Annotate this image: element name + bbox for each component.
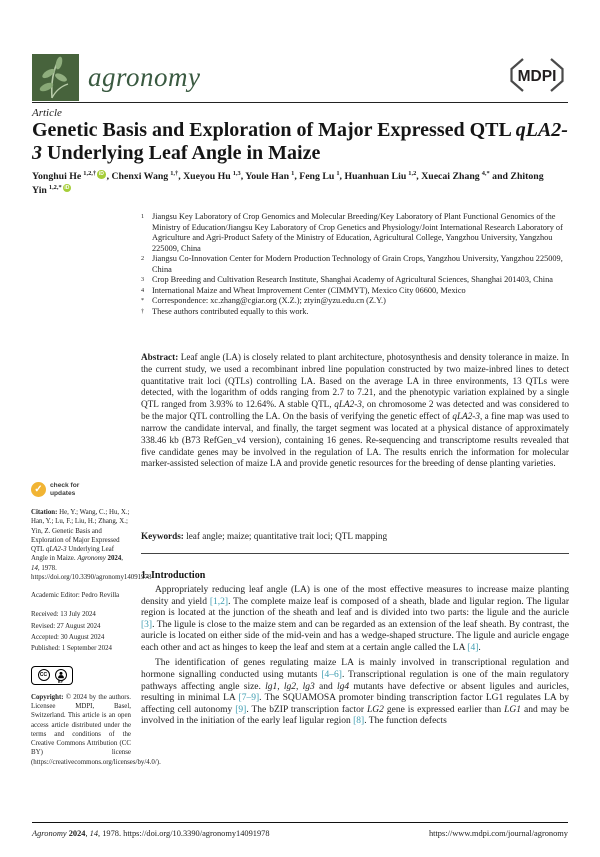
text-segment: . The SQUAMOSA promoter binding transcription factor LG1 regulates LA by affecting cell autonomy (141, 693, 569, 715)
citation-ref[interactable]: [7–9] (238, 693, 260, 704)
author: Yonghui He $^{1,2,\dagger}$ iD , (32, 170, 112, 183)
check-icon: ✓ (31, 482, 46, 497)
affiliation-text: Jiangsu Key Laboratory of Crop Genomics and Molecular Breeding/Key Laboratory of Plant Functional Genomics of the Ministry of Education/Jiangsu Key Laboratory of Crop Genetics and Physiology/Joint International Research Laboratory of Agriculture and Agri-Product Safety of the Ministry of Education, Agricultural College, Yangzhou University, Yangzhou 225009, China (152, 212, 563, 253)
text-segment: Underlying Leaf Angle in Maize. (31, 546, 115, 563)
text-segment: , a fine map was used to narrow the candidate interval, and finally, the target segment was located at a physical distance of approximately 338.46 kb (B73 RefGen_v4 version), containing 16 genes. Re-sequencing and transcriptome results revealed that five candidate genes may be involved in the regulation of LA. The results enrich the information for molecular marker-assisted selection of maize LA and provide genetic resources for the breeding of dense planting varieties. (141, 411, 569, 469)
check-for-updates-button[interactable] (31, 482, 131, 497)
text-segment: © 2024 by the authors. Licensee MDPI, Basel, Switzerland. This article is an open access article distributed under the terms and conditions of the Creative Commons Attribution (CC BY) license (https://creativecommons.org/licenses/by/4.0/). (31, 693, 161, 766)
author: Xuecai Zhang $^{4,*}$ and (421, 170, 511, 183)
text-segment: Copyright: (31, 693, 66, 701)
citation-ref[interactable]: [4] (467, 642, 479, 653)
text-segment: , 1978. https://doi.org/10.3390/agronomy14091978 (98, 829, 270, 838)
text-segment: Abstract: (141, 352, 181, 362)
text-segment: qLA2-3 (334, 399, 362, 410)
keywords (141, 531, 569, 543)
text-segment: lg3 (302, 681, 315, 692)
text-segment: and (314, 681, 338, 692)
citation-block[interactable] (31, 508, 152, 582)
text-segment: He, Y.; Wang, C.; Hu, X.; Han, Y.; Lu, F.; Liu, H.; Zhang, X.; Yin, Z. Genetic Basis and Exploration of Major Expressed QTL (31, 509, 130, 553)
affiliation-item (141, 286, 569, 297)
citation-ref[interactable]: [9] (235, 704, 247, 715)
text-segment: 2024 (107, 555, 122, 563)
header-divider (32, 102, 568, 103)
published-date: Published: 1 September 2024 (31, 645, 112, 653)
journal-logo-plant-icon (32, 54, 79, 101)
revised-date: Revised: 27 August 2024 (31, 622, 101, 630)
text-segment: , on chromosome 2 was detected and was considered to be the major QTL controlling the LA. On the basis of verifying the genetic effect of (141, 399, 569, 422)
orcid-icon[interactable]: iD (64, 184, 70, 191)
text-segment: Appropriately reducing leaf angle (LA) is one of the most effective measures to increase maize planting density and yield (141, 584, 569, 607)
text-segment: , (296, 681, 303, 692)
text-segment: qLA2-3 (32, 119, 568, 165)
text-segment: . The ligule is close to the maize stem and can be regarded as an extension of the leaf sheath. By contrast, the auricle is located on either side of the mid-vein and has a wedge-shaped structure. The ligule and auricle engage each other and act as hinges to keep the leaf and stem at a certain angle called the LA (141, 619, 569, 653)
text-segment: , (121, 555, 124, 563)
text-segment: 14 (31, 564, 38, 572)
citation-ref[interactable]: [4–6] (321, 670, 342, 680)
article-type-label: Article (32, 107, 62, 119)
academic-editor: Academic Editor: Pedro Revilla (31, 592, 120, 599)
text-segment: qLA2-3 (45, 546, 67, 553)
text-segment: Genetic Basis and Exploration of Major Expressed QTL (32, 119, 516, 141)
text-segment: , (277, 681, 284, 692)
affiliation-item (141, 296, 569, 307)
text-segment: 14 (89, 829, 98, 838)
dates-block (31, 609, 131, 655)
cc-by-license-badge[interactable] (31, 666, 73, 685)
text-segment: . (478, 642, 481, 653)
by-label: BY (58, 680, 63, 685)
copyright-notice (31, 693, 161, 767)
author: Chenxi Wang $^{1,\dagger}$, (111, 170, 184, 183)
citation-ref[interactable]: [8] (353, 716, 365, 727)
author: Feng Lu $^1$, (299, 170, 345, 183)
text-segment: lg2 (283, 681, 297, 692)
page-title (32, 119, 568, 165)
text-segment: qLA2-3 (452, 411, 480, 422)
affiliation-marker: 4 (141, 286, 145, 294)
affiliation-text: International Maize and Wheat Improvement Center (CIMMYT), Mexico City 06600, Mexico (152, 285, 466, 295)
text-segment: lg1 (265, 681, 278, 692)
affiliation-item (141, 275, 569, 286)
author: Xueyou Hu $^{1,3}$, (183, 170, 246, 183)
mdpi-logo[interactable] (506, 56, 568, 99)
received-date: Received: 13 July 2024 (31, 611, 96, 619)
journal-header (32, 52, 568, 102)
text-segment: and may be involved in the initiation of the early leaf ligular region (141, 704, 570, 727)
author: Huanhuan Liu $^{1,2}$, (344, 170, 422, 183)
footer-journal-url[interactable]: https://www.mdpi.com/journal/agronomy (428, 829, 568, 838)
affiliation-marker: † (141, 307, 145, 315)
text-segment: . The function defects (364, 716, 447, 727)
author: Youle Han $^1$, (245, 170, 300, 183)
affiliation-marker: 2 (141, 255, 145, 263)
citation-ref[interactable]: [3] (141, 619, 153, 630)
footer-citation[interactable] (32, 829, 270, 838)
author: Zhitong Yin $^{1,2,*}$ iD (32, 171, 544, 197)
affiliation-marker: * (141, 297, 145, 305)
text-segment: Underlying Leaf Angle in Maize (42, 142, 321, 165)
text-segment: . Transcriptional regulation is one of the main regulatory pathways affecting angle size. (141, 670, 570, 692)
journal-name: agronomy (88, 61, 201, 92)
affiliation-text: These authors contributed equally to this work. (152, 306, 309, 316)
section-divider (141, 553, 569, 554)
text-segment: Keywords: (141, 531, 187, 541)
affiliation-text: Crop Breeding and Cultivation Research Institute, Shanghai Academy of Agricultural Sciences, Shanghai 201403, China (152, 275, 553, 285)
affiliation-text: Jiangsu Co-Innovation Center for Modern Production Technology of Grain Crops, Yangzhou University, Yangzhou 225009, China (152, 254, 563, 274)
affiliation-item (141, 254, 569, 275)
text-segment: , 1978. https://doi.org/10.3390/agronomy14091978 (31, 564, 152, 581)
text-segment: LG2 (367, 704, 384, 715)
text-segment: gene is expressed earlier than (383, 704, 505, 715)
text-segment: The identification of genes regulating maize LA is mainly involved in transcriptional regulation and hormone signalling conducted using mutants (141, 658, 569, 680)
orcid-icon[interactable]: iD (98, 171, 104, 177)
affiliation-item (141, 212, 569, 254)
citation-ref[interactable]: [1,2] (209, 596, 229, 607)
text-segment: mutants have defective or absent ligules and auricles, resulting in minimal LA (141, 681, 570, 704)
accepted-date: Accepted: 30 August 2024 (31, 634, 105, 642)
abstract (141, 352, 569, 531)
text-segment: Agronomy (32, 829, 69, 838)
mdpi-logo-text: MDPI (517, 67, 557, 85)
affiliation-list (141, 212, 569, 348)
text-segment: . The complete maize leaf is composed of a sheath, blade and ligular region. The ligular region is located at the junction of the sheath and leaf and is divided into two parts: the ligule and the auricle (141, 596, 570, 619)
cc-icon: CC (38, 669, 50, 681)
text-segment: Leaf angle (LA) is closely related to plant architecture, photosynthesis and density tolerance in maize. In the current study, we used a recombinant inbred line population constructed by two maize-inbred lines to detect quantitative trait loci (QTLs) controlling LA. Based on the average LA in three environments, 13 QTLs were detected, with the logarithm of odds ranging from 2.7 to 7.21, and the phenotypic variation explained by a single QTL ranged from 3.93% to 12.64%. A stable QTL, (141, 352, 569, 410)
correspondence-links[interactable]: Correspondence: xc.zhang@cgiar.org (X.Z.); ztyin@yzu.edu.cn (Z.Y.) (152, 296, 386, 306)
text-segment: 2024 (68, 829, 86, 838)
check-for-updates-label: check for updates (50, 482, 80, 497)
affiliation-item (141, 307, 569, 318)
text-segment: LG1 (504, 704, 522, 715)
affiliation-marker: 3 (141, 276, 145, 284)
main-column (141, 212, 569, 728)
intro-paragraph-2 (141, 658, 569, 727)
text-segment: , (85, 829, 90, 838)
author-list (32, 170, 568, 198)
text-segment: leaf angle; maize; quantitative trait loci; QTL mapping (186, 531, 388, 541)
affiliation-marker: 1 (141, 213, 145, 220)
footer-divider (32, 822, 568, 823)
sidebar (31, 482, 161, 776)
intro-paragraph-1 (141, 585, 569, 654)
text-segment: lg4 (337, 681, 350, 692)
footer (32, 829, 568, 838)
text-segment: . The bZIP transcription factor (246, 704, 367, 715)
text-segment: Agronomy (77, 555, 108, 563)
text-segment: Citation: (31, 509, 60, 516)
section-heading-introduction: 1. Introduction (141, 569, 206, 581)
